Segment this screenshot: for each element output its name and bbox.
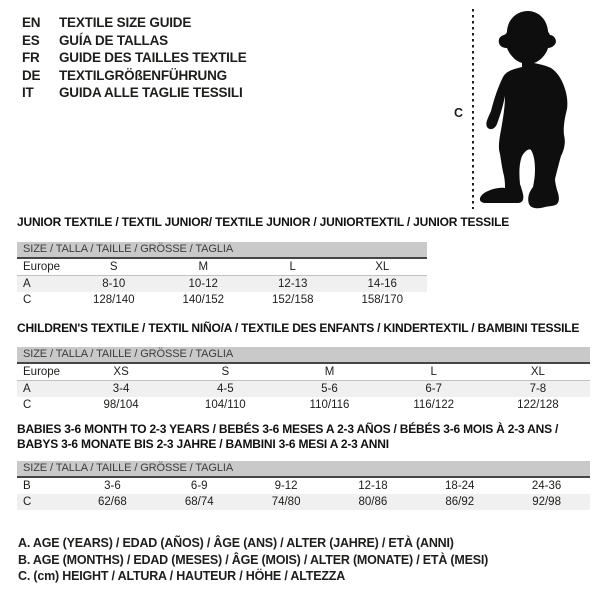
table-cell: M xyxy=(324,366,335,378)
size-table-junior xyxy=(17,242,427,308)
language-row xyxy=(22,67,247,85)
language-title: GUIDA ALLE TAGLIE TESSILI xyxy=(59,85,243,100)
note-line: A. AGE (YEARS) / EDAD (AÑOS) / ÂGE (ANS) / ALTER (JAHRE) / ETÀ (ANNI) xyxy=(18,536,454,550)
row-label: Europe xyxy=(23,366,61,378)
table-cell: XL xyxy=(530,366,545,378)
language-code: FR xyxy=(22,50,40,65)
size-header-bar: SIZE / TALLA / TAILLE / GRÖSSE / TAGLIA xyxy=(17,347,590,364)
section-title: BABYS 3-6 MONATE BIS 2-3 JAHRE / BAMBINI 3-6 MESI A 2-3 ANNI xyxy=(17,437,389,451)
table-cell: S xyxy=(221,366,230,378)
language-code: EN xyxy=(22,15,41,30)
table-row xyxy=(17,292,427,308)
table-cell: 10-12 xyxy=(188,278,218,290)
table-cell: 74/80 xyxy=(271,496,301,508)
table-cell: 68/74 xyxy=(184,496,214,508)
size-table-children xyxy=(17,347,590,413)
table-cell: 104/110 xyxy=(204,399,246,411)
table-row xyxy=(17,276,427,292)
section-title-block xyxy=(17,321,590,336)
section-title: BABIES 3-6 MONTH TO 2-3 YEARS / BEBÉS 3-6 MESES A 2-3 AÑOS / BÉBÉS 3-6 MOIS À 2-3 ANS / xyxy=(17,422,559,436)
note-line: C. (cm) HEIGHT / ALTURA / HAUTEUR / HÖHE / ALTEZZA xyxy=(18,569,346,583)
section-children xyxy=(17,321,590,413)
table-row xyxy=(17,364,590,381)
table-cell: 3-4 xyxy=(112,383,130,395)
table-row xyxy=(17,259,427,276)
table-cell: 6-9 xyxy=(190,480,208,492)
section-title-block xyxy=(17,215,510,230)
table-cell: 4-5 xyxy=(216,383,234,395)
section-title: JUNIOR TEXTILE / TEXTIL JUNIOR/ TEXTILE JUNIOR / JUNIORTEXTIL / JUNIOR TESSILE xyxy=(17,215,510,229)
table-cell: 140/152 xyxy=(182,294,225,306)
table-cell: 3-6 xyxy=(104,480,121,492)
table-cell: 152/158 xyxy=(271,294,314,306)
row-label: A xyxy=(23,278,31,290)
table-cell: 8-10 xyxy=(102,278,126,290)
language-row xyxy=(22,84,247,102)
row-label: B xyxy=(23,480,31,492)
section-title: CHILDREN'S TEXTILE / TEXTIL NIÑO/A / TEXTILE DES ENFANTS / KINDERTEXTIL / BAMBINI TESSILE xyxy=(17,321,580,335)
table-cell: 14-16 xyxy=(367,278,397,290)
table-cell: XL xyxy=(375,261,390,273)
table-cell: 122/128 xyxy=(517,399,559,411)
language-code: ES xyxy=(22,32,40,48)
table-cell: 18-24 xyxy=(445,480,475,492)
table-cell: M xyxy=(198,261,209,273)
language-title: TEXTILGRÖßENFÜHRUNG xyxy=(59,67,227,83)
size-header-bar: SIZE / TALLA / TAILLE / GRÖSSE / TAGLIA xyxy=(17,242,427,259)
table-row xyxy=(17,478,590,494)
table-cell: 9-12 xyxy=(274,480,298,492)
height-figure xyxy=(430,2,600,214)
table-cell: 98/104 xyxy=(103,399,139,411)
language-title: TEXTILE SIZE GUIDE xyxy=(59,15,192,30)
language-row xyxy=(22,32,247,50)
row-label: C xyxy=(23,294,32,306)
row-label: Europe xyxy=(23,261,61,273)
section-junior xyxy=(17,215,510,308)
language-title: GUIDE DES TAILLES TEXTILE xyxy=(59,50,247,65)
table-cell: 12-18 xyxy=(358,480,388,492)
table-cell: 158/170 xyxy=(361,294,404,306)
table-cell: 24-36 xyxy=(531,480,562,492)
table-cell: L xyxy=(430,366,437,378)
table-cell: 128/140 xyxy=(92,294,135,306)
table-cell: 6-7 xyxy=(425,383,442,395)
section-title-block xyxy=(17,422,590,452)
table-cell: 12-13 xyxy=(278,278,308,290)
height-label-c: C xyxy=(454,106,464,120)
size-header-bar: SIZE / TALLA / TAILLE / GRÖSSE / TAGLIA xyxy=(17,461,590,478)
table-cell: 7-8 xyxy=(529,383,547,395)
table-cell: L xyxy=(289,261,296,273)
table-cell: 62/68 xyxy=(98,496,127,508)
size-table-babies xyxy=(17,461,590,510)
table-cell: 5-6 xyxy=(321,383,338,395)
table-cell: XS xyxy=(113,366,129,378)
toddler-silhouette-icon xyxy=(480,11,568,208)
table-cell: 110/116 xyxy=(309,399,350,411)
language-code: DE xyxy=(22,67,41,83)
table-row xyxy=(17,397,590,413)
table-row xyxy=(17,381,590,397)
row-label: C xyxy=(23,496,32,508)
table-cell: 80/86 xyxy=(358,496,388,508)
table-cell: 116/122 xyxy=(413,399,455,411)
section-babies xyxy=(17,422,590,510)
language-code: IT xyxy=(22,85,34,100)
row-label: C xyxy=(23,399,32,411)
language-title: GUÍA DE TALLAS xyxy=(59,32,168,48)
language-row xyxy=(22,49,247,67)
table-cell: S xyxy=(109,261,118,273)
language-row xyxy=(22,14,247,32)
table-cell: 86/92 xyxy=(445,496,475,508)
language-list xyxy=(22,14,247,102)
row-label: A xyxy=(23,383,31,395)
notes xyxy=(18,535,488,585)
table-cell: 92/98 xyxy=(532,496,561,508)
note-line: B. AGE (MONTHS) / EDAD (MESES) / ÂGE (MOIS) / ALTER (MONATE) / ETÀ (MESI) xyxy=(18,552,489,567)
table-row xyxy=(17,494,590,510)
